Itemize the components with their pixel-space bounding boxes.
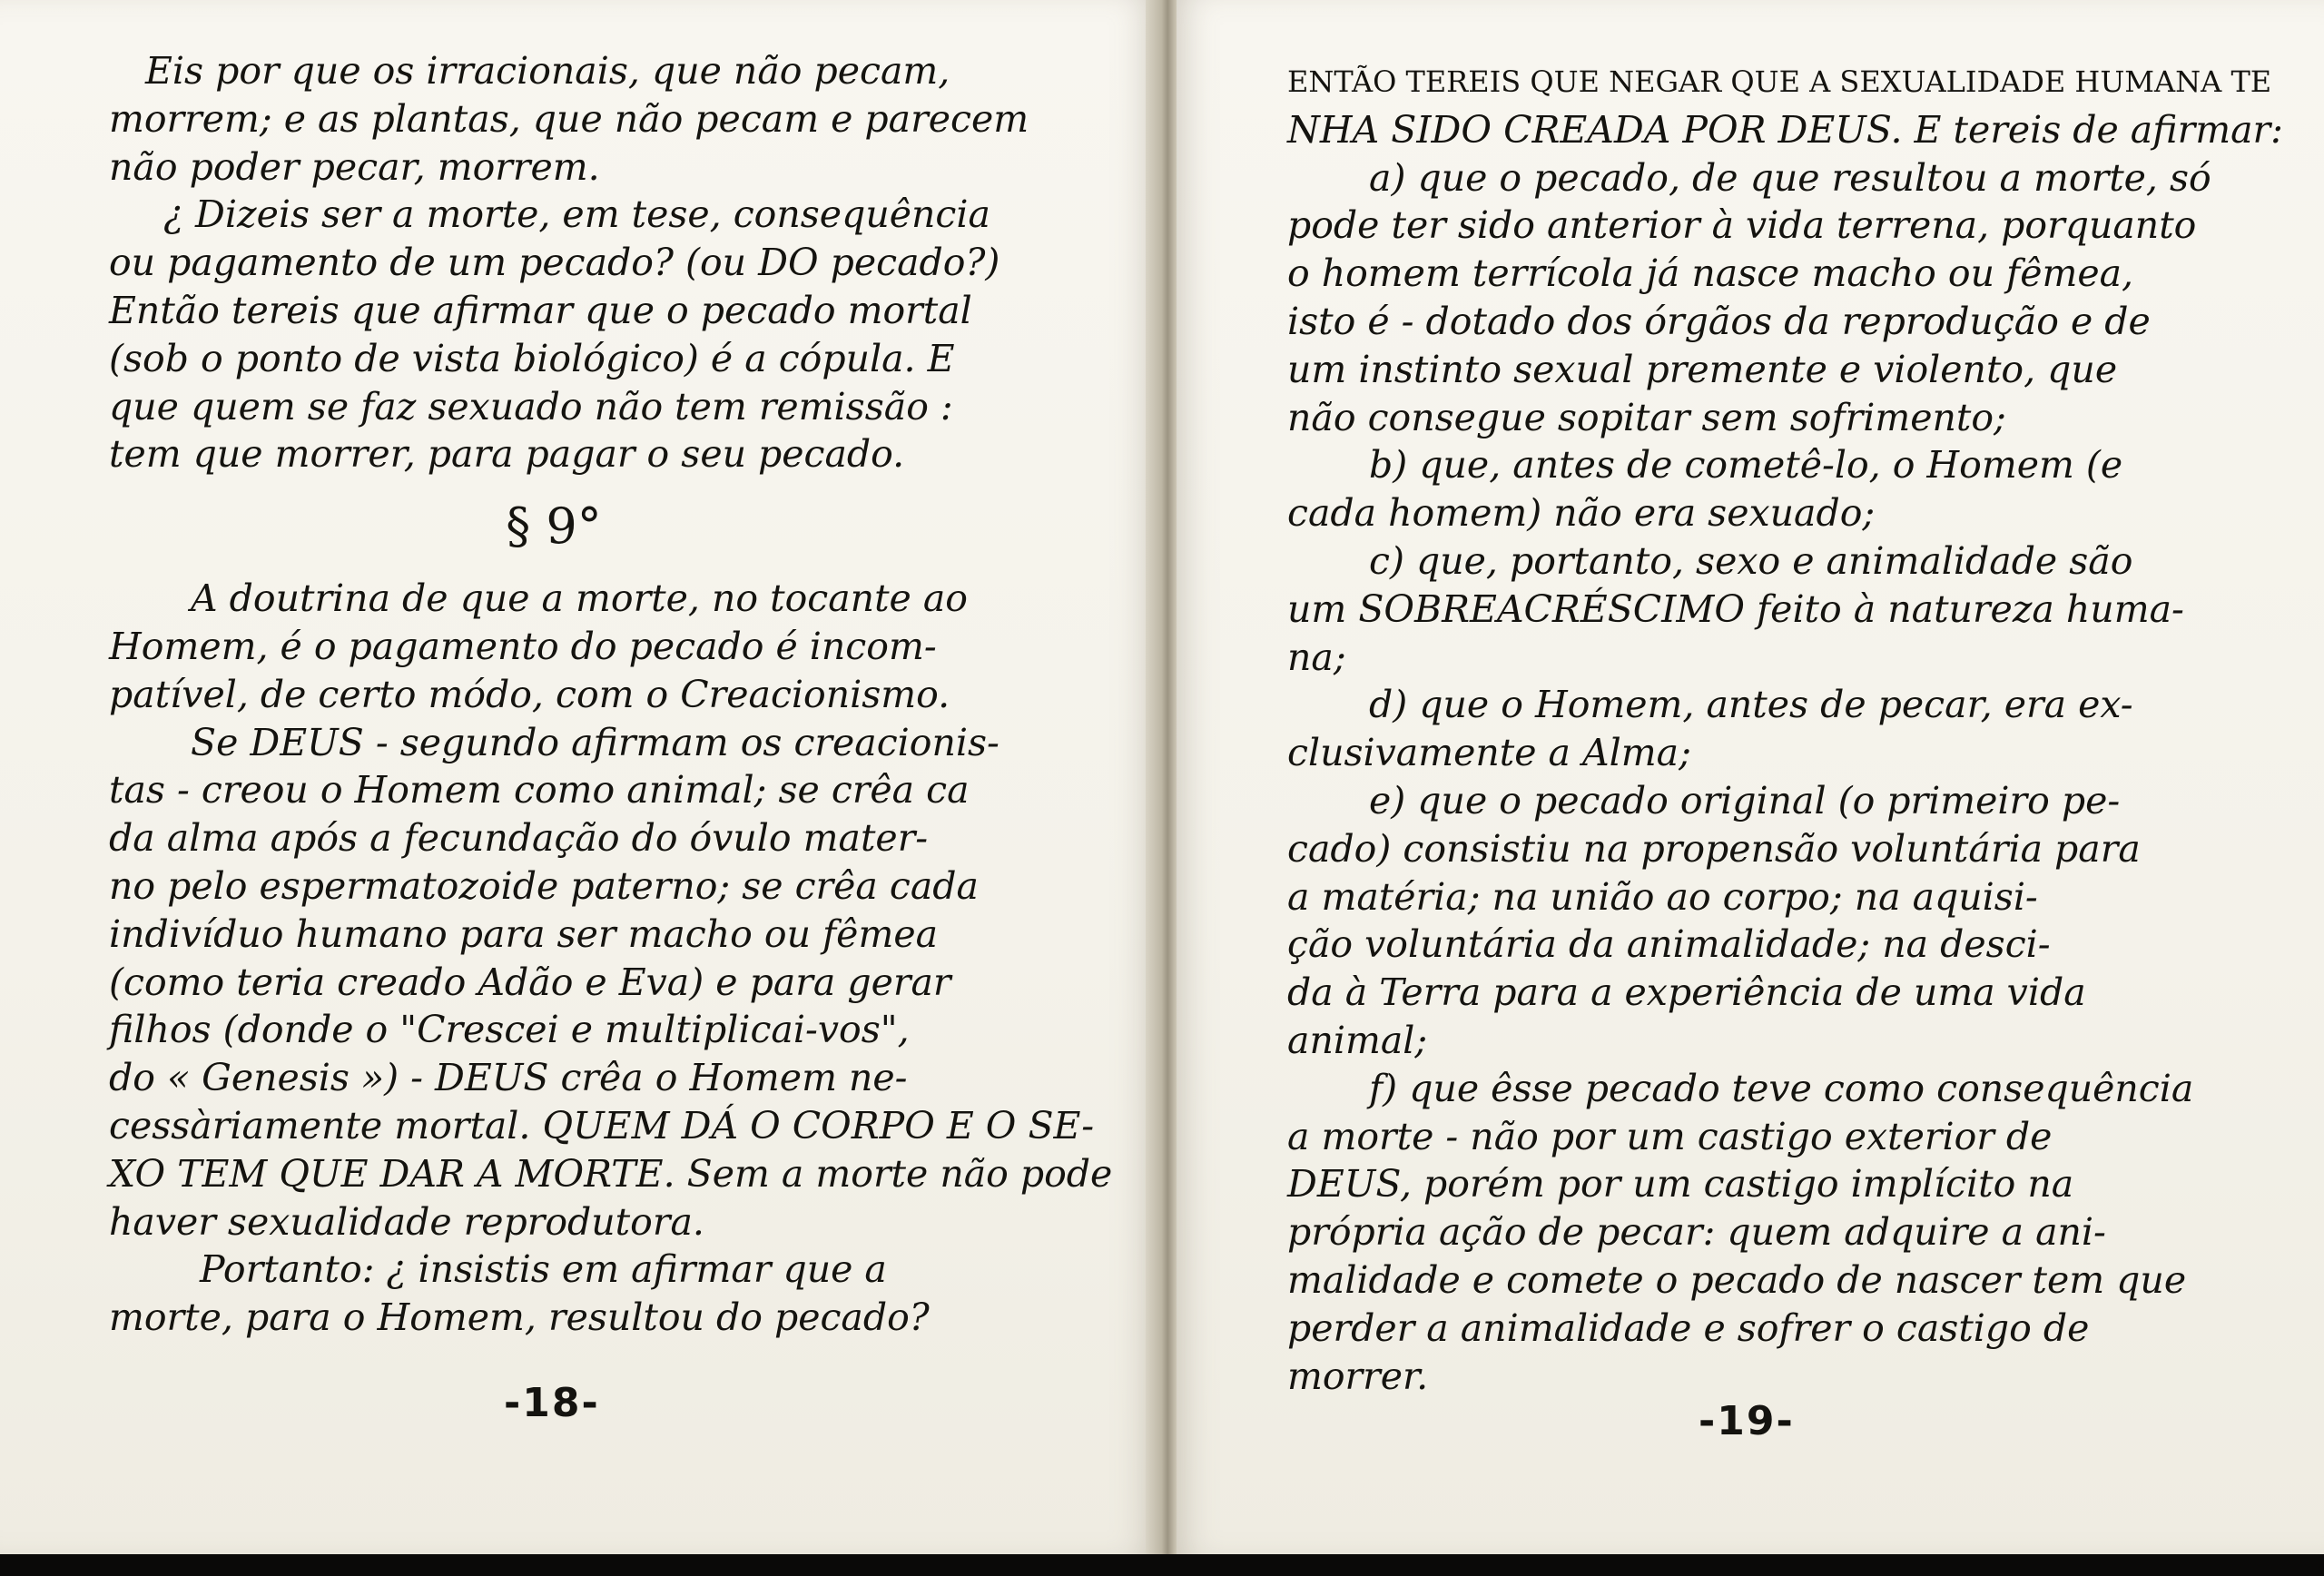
text-line: filhos (donde o "Crescei e multiplicai-vos", — [109, 1008, 910, 1052]
text-line: pode ter sido anterior à vida terrena, porquanto — [1287, 203, 2197, 248]
text-line: ção voluntária da animalidade; na desci- — [1287, 922, 2051, 967]
text-line: não consegue sopitar sem sofrimento; — [1287, 395, 2006, 439]
text-line: cado) consistiu na propensão voluntária para — [1287, 826, 2141, 871]
page-number: -19- — [1699, 1398, 1795, 1444]
text-line: da à Terra para a experiência de uma vida — [1287, 970, 2086, 1015]
text-line: b) que, antes de cometê-lo, o Homem (e — [1369, 443, 2123, 488]
text-line: cessàriamente mortal. QUEM DÁ O CORPO E O SE- — [109, 1103, 1095, 1148]
section-heading: § 9° — [506, 497, 602, 556]
left-page — [0, 0, 1153, 1554]
text-line: indivíduo humano para ser macho ou fêmea — [109, 911, 939, 956]
right-page-text — [1287, 58, 2283, 1400]
text-line: (sob o ponto de vista biológico) é a cópula. E — [109, 336, 955, 380]
text-line: a morte - não por um castigo exterior de — [1287, 1114, 2053, 1158]
text-line: Eis por que os irracionais, que não pecam, — [145, 49, 950, 93]
text-line: perder a animalidade e sofrer o castigo de — [1287, 1305, 2090, 1350]
text-line: c) que, portanto, sexo e animalidade são — [1369, 538, 2133, 583]
text-line: XO TEM QUE DAR A MORTE. Sem a morte não pode — [109, 1151, 1113, 1196]
text-line: morrem; e as plantas, que não pecam e parecem — [109, 96, 1029, 141]
text-line: Homem, é o pagamento do pecado é incom- — [109, 624, 937, 668]
text-line: um instinto sexual premente e violento, que — [1287, 347, 2118, 391]
text-line: animal; — [1287, 1018, 1428, 1062]
text-line: a matéria; na união ao corpo; na aquisi- — [1287, 874, 2038, 919]
text-line: morte, para o Homem, resultou do pecado? — [109, 1295, 930, 1340]
text-line: tas - creou o Homem como animal; se crêa ca — [109, 768, 970, 813]
text-line: um SOBREACRÉSCIMO feito à natureza huma- — [1287, 586, 2184, 631]
text-line: A doutrina de que a morte, no tocante ao — [191, 576, 968, 621]
text-line: que quem se faz sexuado não tem remissão : — [109, 384, 953, 428]
text-line: do « Genesis ») - DEUS crêa o Homem ne- — [109, 1056, 908, 1100]
text-line: Então tereis que afirmar que o pecado mortal — [109, 288, 972, 332]
text-line: morrer. — [1287, 1354, 1429, 1398]
page-number: -18- — [504, 1380, 600, 1426]
text-line: Se DEUS - segundo afirmam os creacionis- — [191, 720, 1000, 764]
text-line: tem que morrer, para pagar o seu pecado. — [109, 432, 905, 477]
text-line: Portanto: ¿ insistis em afirmar que a — [200, 1247, 887, 1292]
text-line: a) que o pecado, de que resultou a morte, só — [1369, 155, 2211, 200]
text-line: malidade e comete o pecado de nascer tem que — [1287, 1257, 2187, 1302]
text-line: ¿ Dizeis ser a morte, em tese, consequência — [163, 192, 990, 237]
text-line: clusivamente a Alma; — [1287, 731, 1691, 775]
text-line: e) que o pecado original (o primeiro pe- — [1369, 778, 2121, 822]
text-line: o homem terrícola já nasce macho ou fêmea, — [1287, 251, 2134, 296]
text-line: ou pagamento de um pecado? (ou DO pecado?) — [109, 241, 1000, 285]
text-line: DEUS, porém por um castigo implícito na — [1287, 1162, 2074, 1207]
right-page — [1177, 0, 2324, 1554]
left-page-text — [109, 47, 1113, 1342]
text-line: na; — [1287, 635, 1346, 679]
text-line: da alma após a fecundação do óvulo mater- — [109, 816, 929, 861]
text-line: (como teria creado Adão e Eva) e para gerar — [109, 960, 951, 1004]
text-line: patível, de certo módo, com o Creacionismo. — [109, 672, 950, 716]
text-line: própria ação de pecar: quem adquire a ani- — [1287, 1210, 2106, 1255]
text-line: ENTÃO TEREIS QUE NEGAR QUE A SEXUALIDADE HUMANA TE — [1287, 64, 2272, 99]
text-line: f) que êsse pecado teve como consequência — [1369, 1066, 2194, 1110]
text-line: no pelo espermatozoide paterno; se crêa cada — [109, 863, 979, 908]
text-line: haver sexualidade reprodutora. — [109, 1199, 704, 1244]
text-line: cada homem) não era sexuado; — [1287, 491, 1876, 536]
text-line: NHA SIDO CREADA POR DEUS. E tereis de afirmar: — [1287, 107, 2283, 152]
text-line: isto é - dotado dos órgãos da reprodução e de — [1287, 299, 2151, 343]
text-line: não poder pecar, morrem. — [109, 144, 600, 189]
text-line: d) que o Homem, antes de pecar, era ex- — [1369, 683, 2133, 727]
